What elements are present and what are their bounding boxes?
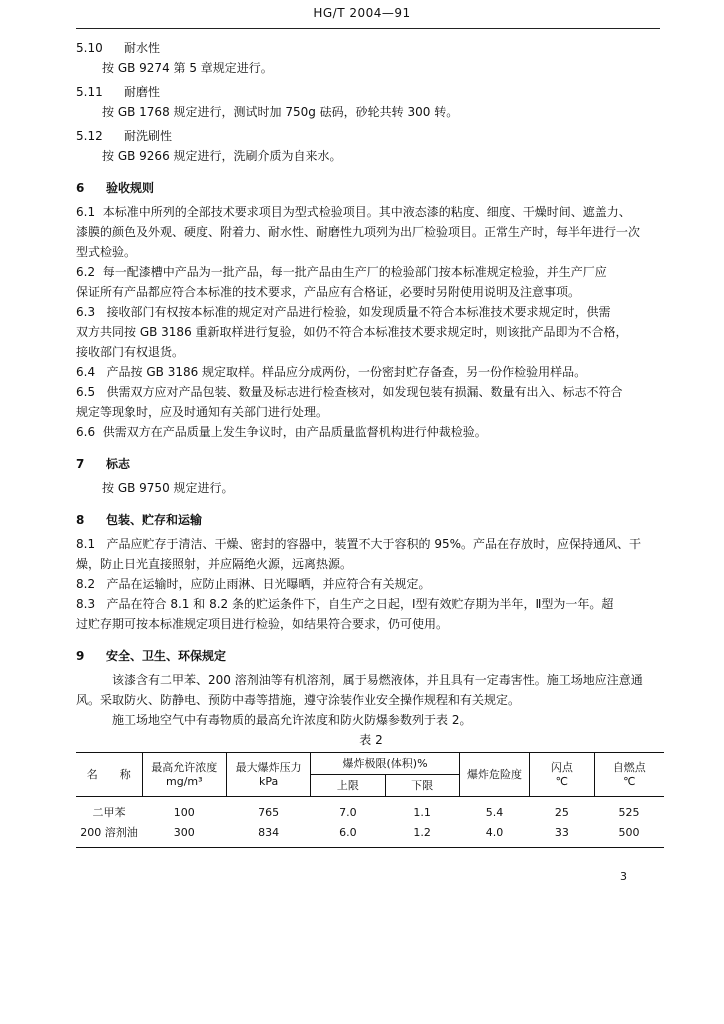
clause-8-1-line: 8.1 产品应贮存于清洁、干燥、密封的容器中，装置不大于容积的 95%。产品在存放时，应保持通风、干: [76, 537, 642, 551]
clause-5-12-body: 按 GB 9266 规定进行，洗刷介质为自来水。: [102, 149, 342, 163]
clause-6-2-line: 6.2 每一配漆槽中产品为一批产品，每一批产品由生产厂的检验部门按本标准规定检验，并生产厂应: [76, 265, 607, 279]
clause-8-1-line: 燥，防止日光直接照射，并应隔绝火源，远离热源。: [76, 557, 353, 571]
col-header-name: 名 称: [76, 753, 142, 797]
cell-upper: 7.0: [339, 806, 357, 819]
cell-flash: 33: [530, 823, 594, 848]
clause-6-5-line: 6.5 供需双方应对产品包装、数量及标志进行检查核对，如发现包装有损漏、数量有出入、标志不符合: [76, 385, 623, 399]
clause-6-3-line: 接收部门有权退货。: [76, 345, 185, 359]
clause-5-11-body: 按 GB 1768 规定进行，测试时加 750g 砝码，砂轮共转 300 转。: [102, 105, 459, 119]
cell-ignition: 500: [594, 823, 664, 848]
cell-name: 二甲苯: [92, 806, 126, 819]
cell-lower: 1.1: [413, 806, 431, 819]
table-row: [76, 797, 664, 824]
cell-pressure: 765: [258, 806, 280, 819]
section-7-body: 按 GB 9750 规定进行。: [102, 481, 234, 495]
col-header-flash-point: 闪点 ℃: [530, 753, 594, 797]
col-header-mac: 最高允许浓度 mg/m³: [142, 753, 226, 797]
clause-6-2-line: 保证所有产品都应符合本标准的技术要求，产品应有合格证，必要时另附使用说明及注意事项。: [76, 285, 581, 299]
page-number: 3: [620, 870, 627, 883]
clause-6-1-line: 型式检验。: [76, 245, 137, 259]
clause-6-1-line: 6.1 本标准中所列的全部技术要求项目为型式检验项目。其中液态漆的粘度、细度、干燥时间、遮盖力、: [76, 205, 631, 219]
section-9-heading: 9 安全、卫生、环保规定: [76, 649, 227, 663]
clause-5-11-heading: 5.11 耐磨性: [76, 85, 161, 99]
clause-6-3-line: 双方共同按 GB 3186 重新取样进行复验，如仍不符合本标准技术要求规定时，则该批产品即为不合格，: [76, 325, 628, 339]
col-header-lower-limit: 下限: [385, 775, 459, 797]
clause-8-3-line: 8.3 产品在符合 8.1 和 8.2 条的贮运条件下，自生产之日起，Ⅰ型有效贮存期为半年，Ⅱ型为一年。超: [76, 597, 614, 611]
table-2-caption: 表 2: [359, 733, 383, 747]
clause-6-1-line: 漆膜的颜色及外观、硬度、附着力、耐水性、耐磨性九项列为出厂检验项目。正常生产时，每半年进行一次: [76, 225, 641, 239]
cell-mac: 300: [142, 823, 226, 848]
cell-flash: 25: [554, 806, 569, 819]
col-header-hazard: 爆炸危险度: [459, 753, 529, 797]
col-header-explosion-limits: 爆炸极限(体积)%: [311, 753, 460, 775]
col-header-upper-limit: 上限: [311, 775, 385, 797]
clause-8-2-line: 8.2 产品在运输时，应防止雨淋、日光曝晒，并应符合有关规定。: [76, 577, 431, 591]
col-header-pressure: 最大爆炸压力 kPa: [227, 753, 311, 797]
table-row: [76, 823, 664, 848]
section-9-line: 施工场地空气中有毒物质的最高允许浓度和防火防爆参数列于表 2。: [112, 713, 472, 727]
clause-5-10-heading: 5.10 耐水性: [76, 41, 161, 55]
page-header: HG/T 2004—91: [313, 6, 411, 20]
section-8-heading: 8 包装、贮存和运输: [76, 513, 203, 527]
cell-lower: 1.2: [385, 823, 459, 848]
cell-hazard: 4.0: [459, 823, 529, 848]
document-body: [76, 38, 666, 848]
section-9-line: 风。采取防火、防静电、预防中毒等措施，遵守涂装作业安全操作规程和有关规定。: [76, 693, 521, 707]
section-9-line: 该漆含有二甲苯、200 溶剂油等有机溶剂，属于易燃液体，并且具有一定毒害性。施工场地应注意通: [112, 673, 643, 687]
cell-pressure: 834: [227, 823, 311, 848]
section-7-heading: 7 标志: [76, 457, 131, 471]
clause-6-5-line: 规定等现象时，应及时通知有关部门进行处理。: [76, 405, 329, 419]
clause-6-3-line: 6.3 接收部门有权按本标准的规定对产品进行检验，如发现质量不符合本标准技术要求规定时，供需: [76, 305, 611, 319]
clause-6-4-line: 6.4 产品按 GB 3186 规定取样。样品应分成两份，一份密封贮存备查，另一份作检验用样品。: [76, 365, 587, 379]
clause-6-6-line: 6.6 供需双方在产品质量上发生争议时，由产品质量监督机构进行仲裁检验。: [76, 425, 487, 439]
cell-hazard: 5.4: [485, 806, 504, 819]
cell-mac: 100: [173, 806, 195, 819]
table-2: [76, 752, 664, 848]
col-header-ignition-point: 自燃点 ℃: [594, 753, 664, 797]
section-6-heading: 6 验收规则: [76, 181, 155, 195]
clause-8-3-line: 过贮存期可按本标准规定项目进行检验，如结果符合要求，仍可使用。: [76, 617, 449, 631]
clause-5-10-body: 按 GB 9274 第 5 章规定进行。: [102, 61, 273, 75]
clause-5-12-heading: 5.12 耐洗刷性: [76, 129, 173, 143]
header-divider: [76, 28, 660, 29]
cell-ignition: 525: [618, 806, 640, 819]
cell-name: 200 溶剂油: [76, 823, 142, 848]
cell-upper: 6.0: [311, 823, 385, 848]
